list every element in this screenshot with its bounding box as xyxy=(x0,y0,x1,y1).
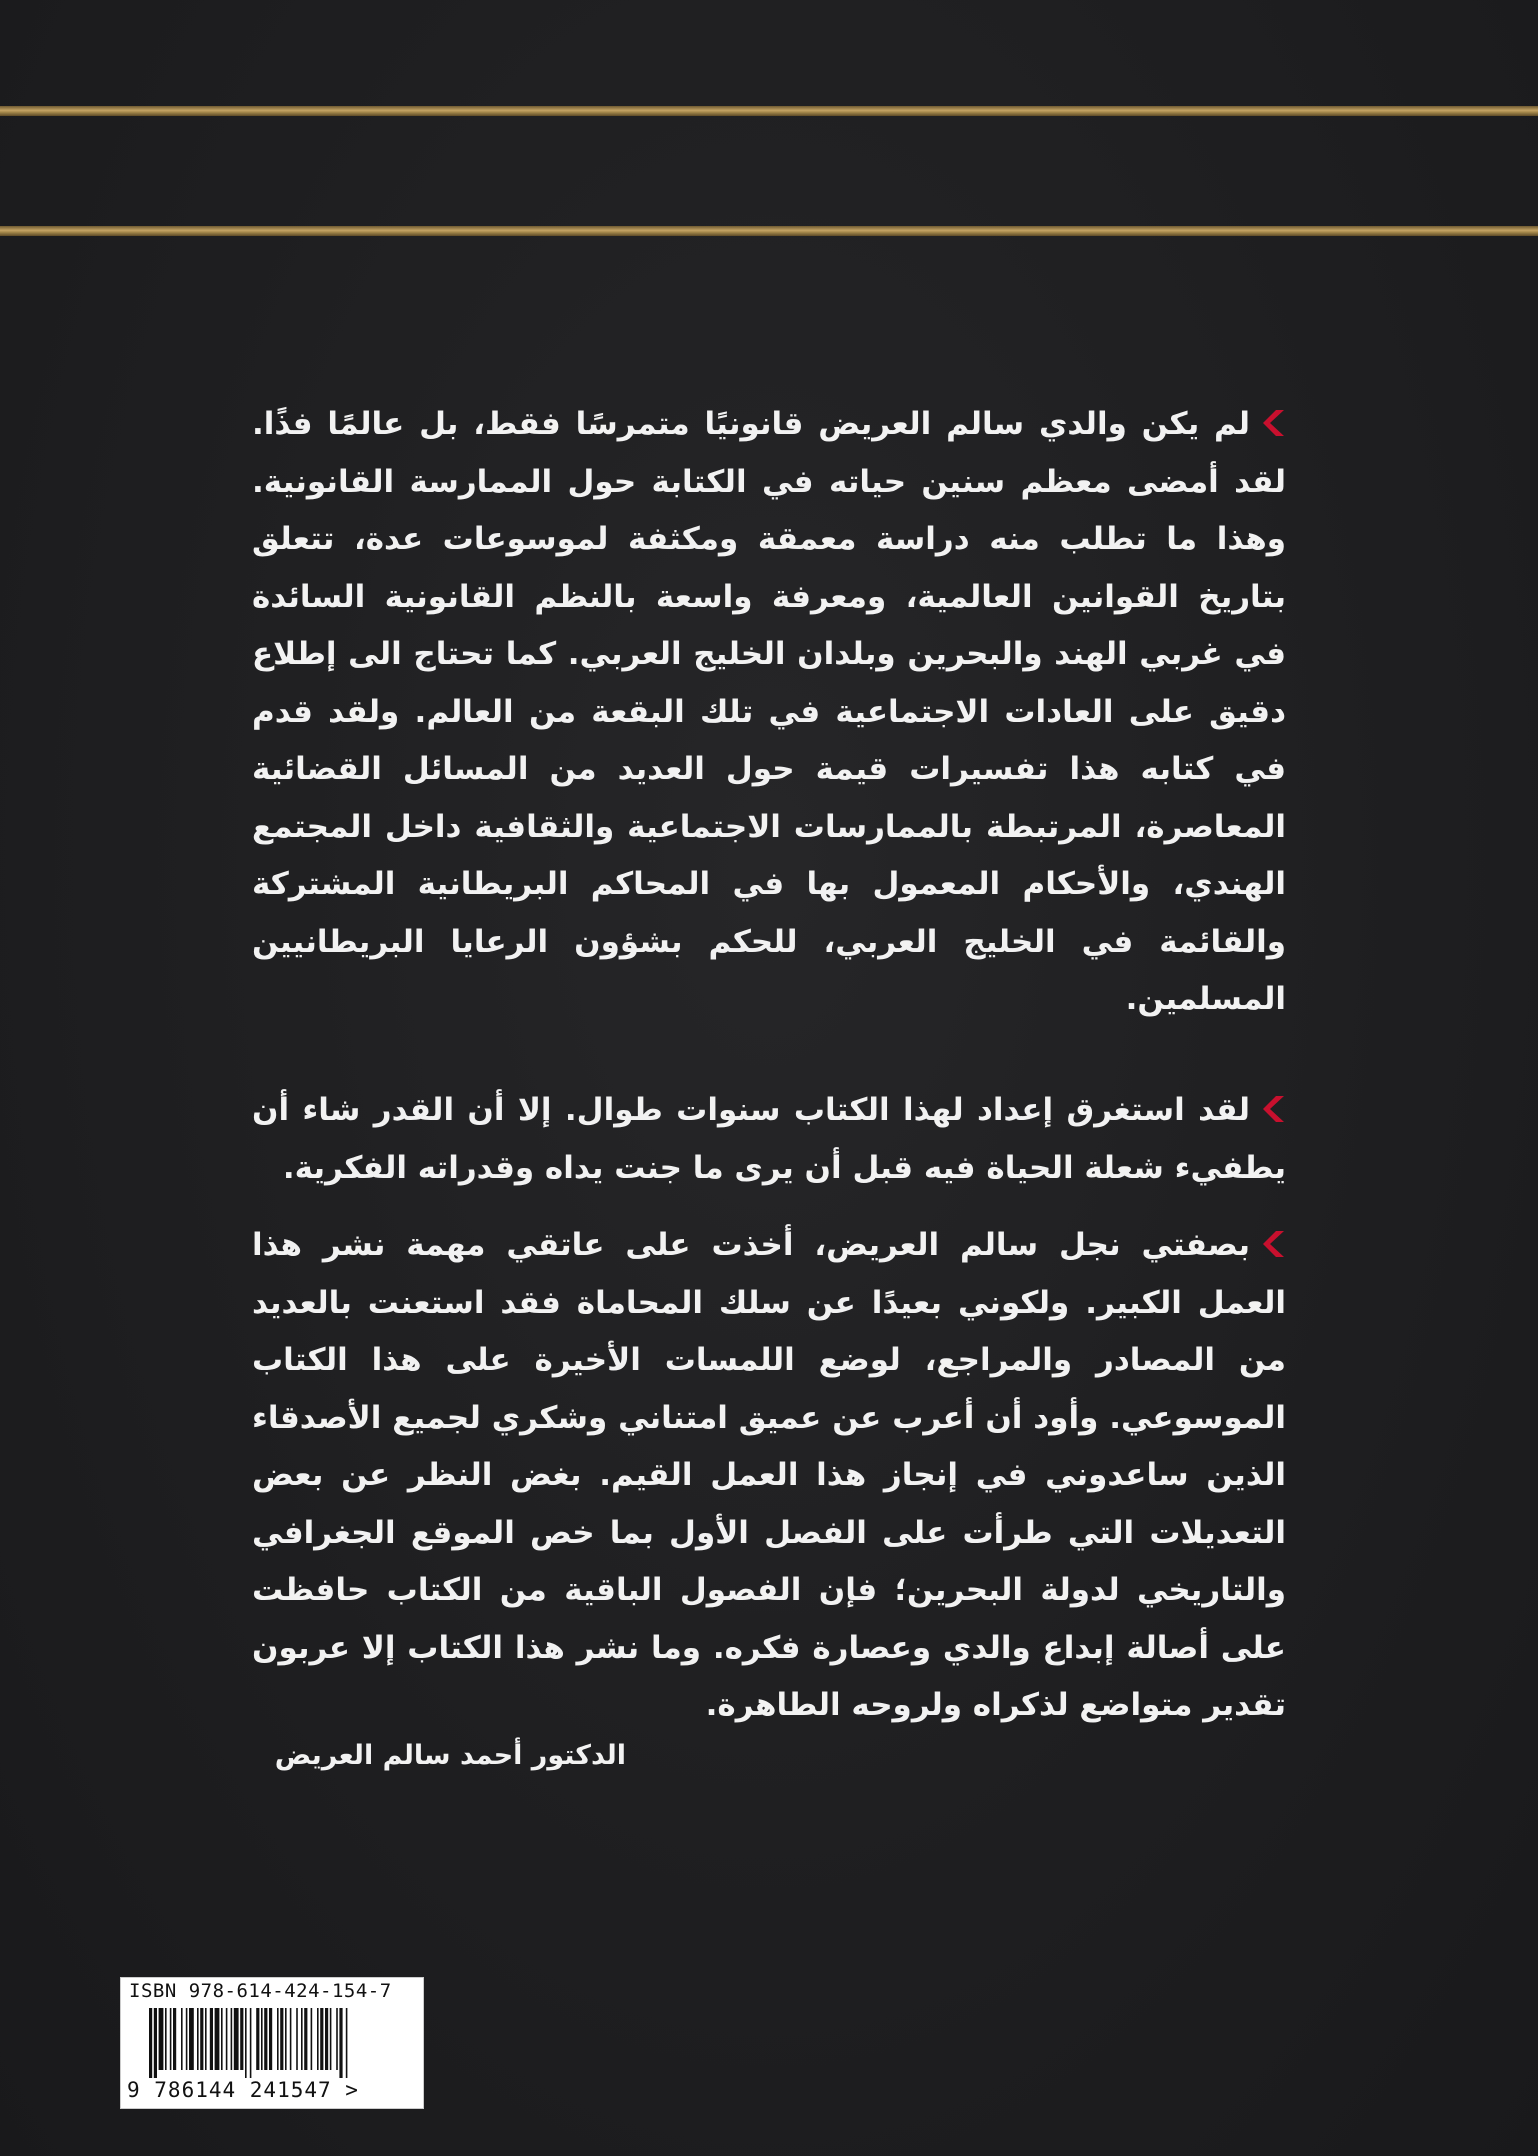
barcode-bar xyxy=(189,2008,194,2070)
barcode-bar xyxy=(205,2008,207,2070)
bullet-chevron-icon xyxy=(1262,1094,1286,1124)
barcode-bar xyxy=(346,2008,348,2078)
barcode-bar xyxy=(181,2008,183,2070)
barcode-bar xyxy=(226,2008,228,2070)
barcode-bar xyxy=(231,2008,233,2070)
barcode-bar xyxy=(280,2008,283,2070)
barcode-bar xyxy=(330,2008,332,2070)
paragraph-2-text: لقد استغرق إعداد لهذا الكتاب سنوات طوال. إلا أن القدر شاء أن يطفيء شعلة الحياة فيه قبل أن يرى ما جنت يداه وقدراته الفكرية. xyxy=(252,1092,1286,1186)
barcode-bar xyxy=(317,2008,319,2070)
barcode-bar xyxy=(277,2008,279,2070)
author-signature: الدكتور أحمد سالم العريض xyxy=(274,1740,626,1771)
barcode-bar xyxy=(320,2008,323,2070)
barcode-bar xyxy=(154,2008,157,2078)
barcode-bar xyxy=(159,2008,164,2070)
gold-rule-top xyxy=(0,106,1538,116)
barcode-bar xyxy=(290,2008,292,2070)
barcode-bar xyxy=(285,2008,287,2070)
barcode-bar xyxy=(339,2008,342,2078)
barcode-bar xyxy=(269,2008,272,2070)
bullet-chevron-icon xyxy=(1262,1229,1286,1259)
barcode-bar xyxy=(149,2008,152,2078)
paragraph-3-text: بصفتي نجل سالم العريض، أخذت على عاتقي مهمة نشر هذا العمل الكبير. ولكوني بعيدًا عن سلك المحاماة فقد استعنت بالعديد من المصادر والمراجع، لوضع اللمسات الأخيرة على هذا الكتاب الموسوعي. وأود أن أعرب عن عميق امتناني وشكري لجميع الأصدقاء الذين ساعدوني في إنجاز هذا العمل القيم. بغض النظر عن بعض التعديلات التي طرأت على الفصل الأول بما خص الموقع الجغرافي والتاريخي لدولة البحرين؛ فإن الفصول الباقية من الكتاب حافظت على أصالة إبداع والدي وعصارة فكره. وما نشر هذا الكتاب إلا عربون تقدير متواضع لذكراه ولروحه الطاهرة. xyxy=(252,1227,1286,1723)
barcode-bar xyxy=(215,2008,220,2070)
barcode-bar xyxy=(261,2008,263,2070)
barcode-bar xyxy=(197,2008,199,2070)
barcode-bar xyxy=(296,2008,298,2070)
paragraph-1-text: لم يكن والدي سالم العريض قانونيًا متمرسًا فقط، بل عالمًا فذًا. لقد أمضى معظم سنين حياته في الكتابة حول الممارسة القانونية. وهذا ما تطلب منه دراسة معمقة ومكثفة لموسوعات عدة، تتعلق بتاريخ القوانين العالمية، ومعرفة واسعة بالنظم القانونية السائدة في غربي الهند والبحرين وبلدان الخليج العربي. كما تحتاج الى إطلاع دقيق على العادات الاجتماعية في تلك البقعة من العالم. ولقد قدم في كتابه هذا تفسيرات قيمة حول العديد من المسائل القضائية المعاصرة، المرتبطة بالممارسات الاجتماعية والثقافية داخل المجتمع الهندي، والأحكام المعمول بها في المحاكم البريطانية المشتركة والقائمة في الخليج العربي، للحكم بشؤون الرعايا البريطانيين المسلمين. xyxy=(252,406,1286,1017)
barcode-bar xyxy=(264,2008,267,2070)
barcode-bar xyxy=(170,2008,172,2070)
barcode-bar xyxy=(245,2008,247,2078)
paragraph-3 xyxy=(252,1217,1286,1735)
barcode-bar xyxy=(165,2008,167,2070)
barcode-bar xyxy=(311,2008,313,2070)
barcode-bar xyxy=(240,2008,243,2070)
barcode-bar xyxy=(256,2008,259,2070)
bullet-chevron-icon xyxy=(1262,408,1286,438)
barcode-bar xyxy=(221,2008,223,2070)
barcode-bar xyxy=(234,2008,239,2070)
barcode-bar xyxy=(301,2008,303,2070)
barcode-image xyxy=(121,2006,423,2078)
gold-rule-bottom xyxy=(0,226,1538,236)
barcode-bar xyxy=(210,2008,213,2070)
isbn-label: ISBN 978-614-424-154-7 xyxy=(129,1980,392,2002)
isbn-digits: 9 786144 241547 > xyxy=(127,2078,359,2102)
barcode-bar xyxy=(173,2008,176,2070)
barcode-bar xyxy=(304,2008,307,2070)
isbn-barcode-box xyxy=(120,1977,424,2109)
paragraph-1 xyxy=(252,396,1286,1029)
paragraph-2 xyxy=(252,1082,1286,1197)
barcode-bar xyxy=(186,2008,188,2070)
barcode-bar xyxy=(336,2008,338,2070)
barcode-bar xyxy=(325,2008,328,2070)
barcode-bar xyxy=(200,2008,203,2070)
barcode-bar xyxy=(250,2008,252,2078)
